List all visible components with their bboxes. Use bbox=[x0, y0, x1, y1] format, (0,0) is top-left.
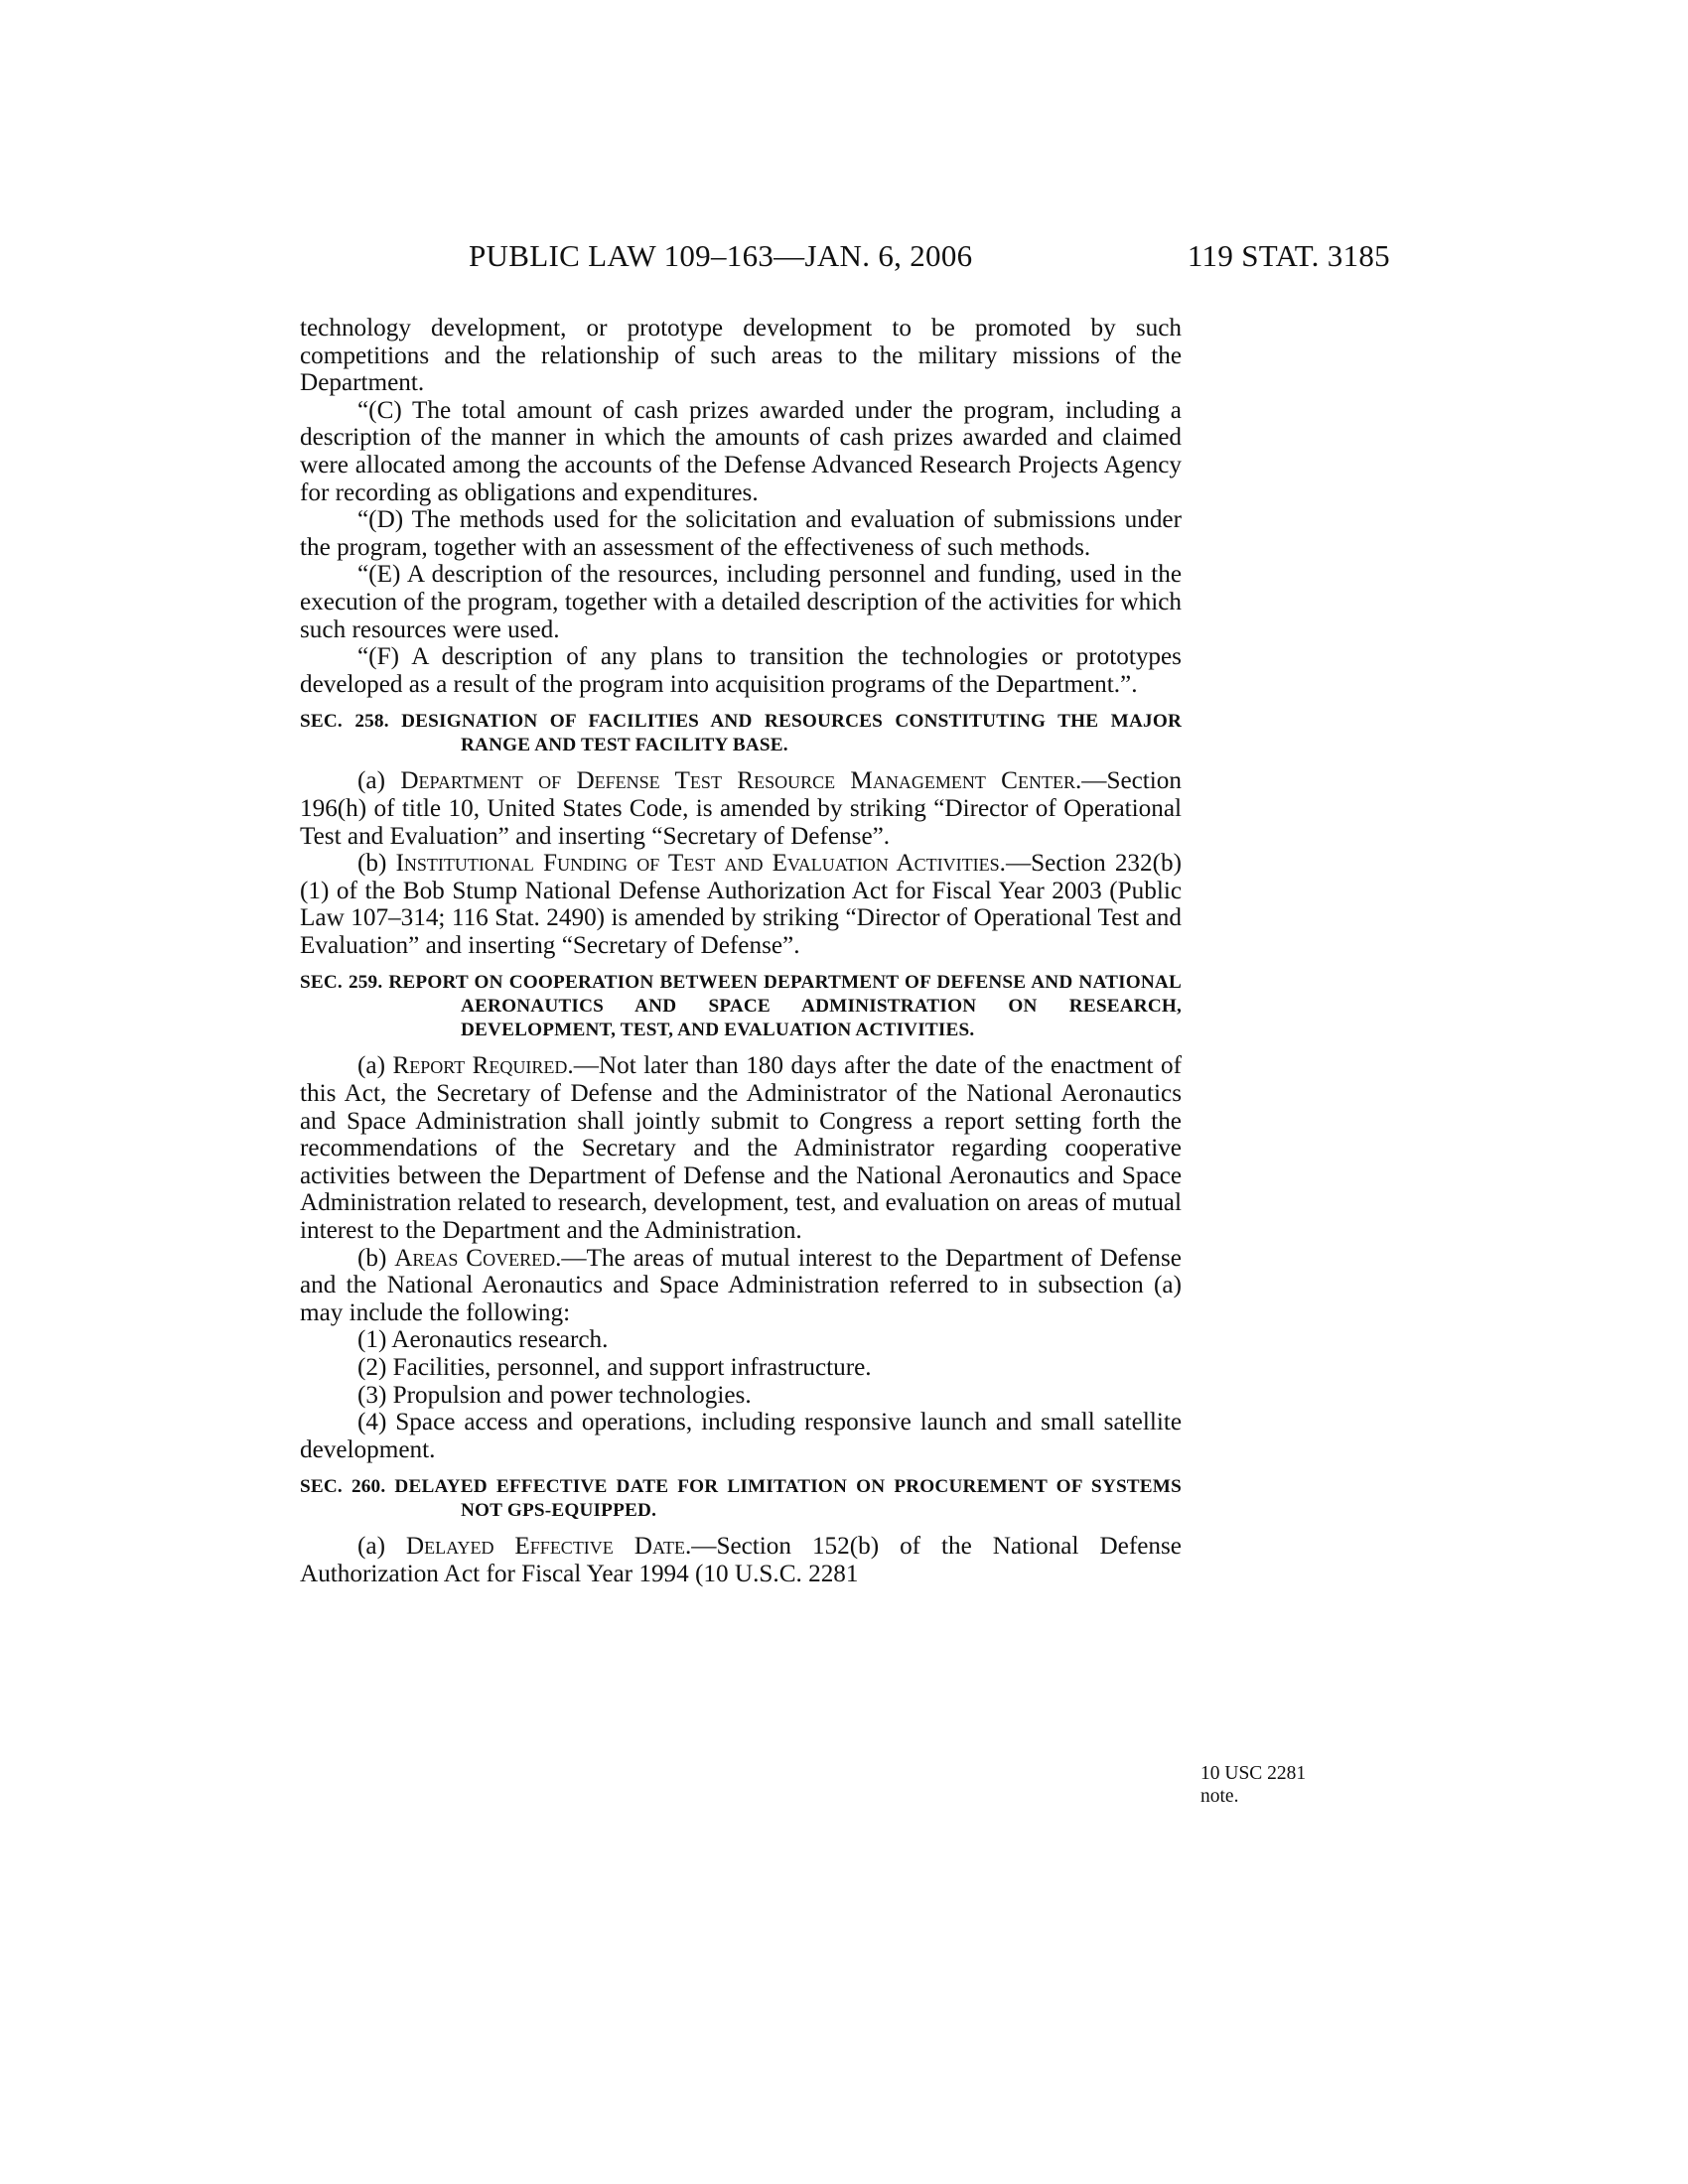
subsection-259-a bbox=[300, 1052, 1182, 1244]
paragraph-e: “(E) A description of the resources, including personnel and funding, used in the execution of the program, together with a detailed description of the activities for which such resources were used. bbox=[300, 561, 1182, 643]
section-heading-260 bbox=[300, 1475, 1182, 1523]
list-item: (2) Facilities, personnel, and support infrastructure. bbox=[357, 1354, 872, 1381]
list-item: (3) Propulsion and power technologies. bbox=[357, 1381, 752, 1409]
document-body bbox=[300, 315, 1182, 1588]
paragraph-continuation: technology development, or prototype development to be promoted by such competitions and the relationship of such areas to the military missions of the Department. bbox=[300, 315, 1182, 397]
margin-note-citation: 10 USC 2281 bbox=[1200, 1763, 1307, 1784]
subsection-caption: Report Required bbox=[392, 1052, 568, 1080]
section-number: SEC. 259. bbox=[300, 972, 383, 994]
subsection-text: .—Section 232(b)(1) of the Bob Stump National Defense Authorization Act for Fiscal Year 2003 (Public Law 107–314; 116 Stat. 2490) is amended by striking “Director of Operational Test and Evaluation” and inserting “Secretary of Defense”. bbox=[300, 850, 1182, 959]
margin-note-suffix: note. bbox=[1200, 1786, 1239, 1807]
subsection-caption: Institutional Funding of Test and Evaluation Activities bbox=[395, 850, 1000, 878]
margin-note bbox=[1200, 1762, 1339, 1808]
subsection-259-b bbox=[300, 1245, 1182, 1327]
subsection-label: (b) bbox=[357, 850, 396, 878]
list-item: (4) Space access and operations, including responsive launch and small satellite development. bbox=[300, 1409, 1182, 1463]
subsection-text: .—Section 152(b) of the National Defense Authorization Act for Fiscal Year 1994 (10 U.S.C. 2281 bbox=[300, 1533, 1182, 1587]
section-heading-259 bbox=[300, 971, 1182, 1042]
subsection-text: .—The areas of mutual interest to the Department of Defense and the National Aeronautics and Space Administration referred to in subsection (a) may include the following: bbox=[300, 1244, 1182, 1326]
paragraph-d: “(D) The methods used for the solicitation and evaluation of submissions under the program, together with an assessment of the effectiveness of such methods. bbox=[300, 506, 1182, 561]
subsection-258-b bbox=[300, 850, 1182, 959]
subsection-258-a bbox=[300, 767, 1182, 850]
list-item: (1) Aeronautics research. bbox=[357, 1326, 609, 1354]
subsection-caption: Areas Covered bbox=[394, 1244, 556, 1272]
subsection-label: (a) bbox=[357, 767, 401, 795]
subsection-caption: Delayed Effective Date bbox=[405, 1533, 685, 1561]
subsection-260-a bbox=[300, 1533, 1182, 1587]
paragraph-f: “(F) A description of any plans to transition the technologies or prototypes developed as a result of the program into acquisition programs of the Department.”. bbox=[300, 643, 1182, 698]
section-title: REPORT ON COOPERATION BETWEEN DEPARTMENT OF DEFENSE AND NATIONAL AERONAUTICS AND SPACE ADMINISTRATION ON RESEARCH, DEVELOPMENT, TEST, AND EVALUATION ACTIVITIES. bbox=[388, 972, 1182, 1041]
section-title: DELAYED EFFECTIVE DATE FOR LIMITATION ON PROCUREMENT OF SYSTEMS NOT GPS-EQUIPPED. bbox=[394, 1476, 1182, 1522]
subsection-text: .—Section 196(h) of title 10, United States Code, is amended by striking “Director of Operational Test and Evaluation” and inserting “Secretary of Defense”. bbox=[300, 767, 1182, 850]
subsection-label: (a) bbox=[357, 1052, 393, 1080]
subsection-label: (b) bbox=[357, 1244, 395, 1272]
section-heading-258 bbox=[300, 710, 1182, 757]
subsection-text: .—Not later than 180 days after the date of the enactment of this Act, the Secretary of Defense and the Administrator of the National Aeronautics and Space Administration shall jointly submit to Congress a report setting forth the recommendations of the Secretary and the Administrator regarding cooperative activities between the Department of Defense and the National Aeronautics and Space Administration related to research, development, test, and evaluation on areas of mutual interest to the Department and the Administration. bbox=[300, 1052, 1182, 1245]
section-number: SEC. 258. bbox=[300, 711, 389, 733]
section-title: DESIGNATION OF FACILITIES AND RESOURCES CONSTITUTING THE MAJOR RANGE AND TEST FACILITY BASE. bbox=[401, 711, 1182, 756]
section-number: SEC. 260. bbox=[300, 1476, 386, 1498]
statute-page-number: 119 STAT. 3185 bbox=[1187, 238, 1390, 273]
running-title: PUBLIC LAW 109–163—JAN. 6, 2006 bbox=[469, 238, 973, 273]
subsection-label: (a) bbox=[357, 1533, 406, 1561]
page-header bbox=[298, 238, 1390, 288]
subsection-caption: Department of Defense Test Resource Management Center bbox=[400, 767, 1075, 795]
paragraph-c: “(C) The total amount of cash prizes awarded under the program, including a description of the manner in which the amounts of cash prizes awarded and claimed were allocated among the accounts of the Defense Advanced Research Projects Agency for recording as obligations and expenditures. bbox=[300, 396, 1182, 506]
